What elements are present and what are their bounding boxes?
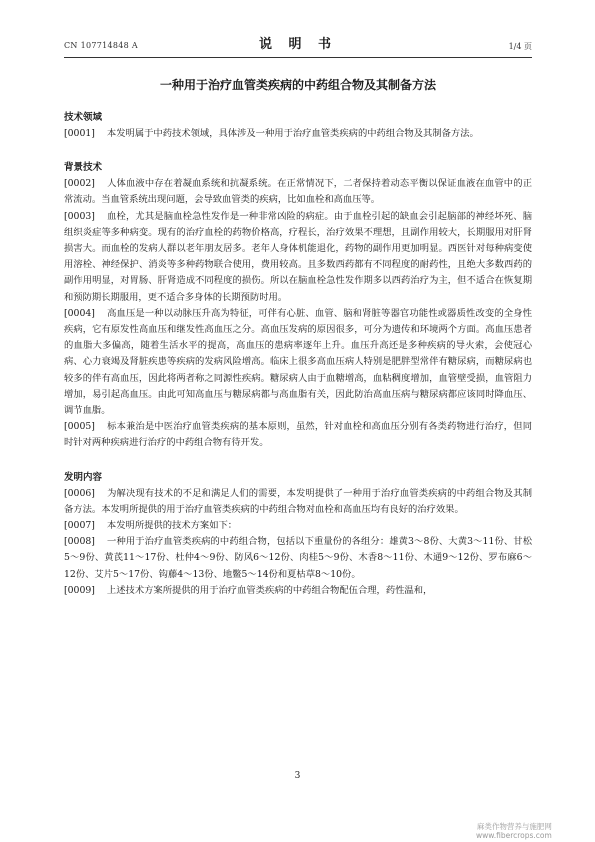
document-type-title: 说 明 书 (258, 37, 338, 52)
paragraph-text: 高血压是一种以动脉压升高为特征，可伴有心脏、血管、脑和肾脏等器官功能性或器质性改变的全身性疾病，它有原发性高血压和继发性高血压之分。高血压发病的原因很多，可分为遗传和环境两个方面。高血压患者的血脂大多偏高，随着生活水平的提高，高血压的患病率逐年上升。血压升高还是多种疾病的导火索，会使冠心病、心力衰竭及肾脏疾患等疾病的发病风险增高。临床上很多高血压病人特别是肥胖型常伴有糖尿病，而糖尿病也较多的伴有高血压，因此将两者称之同源性疾病。糖尿病人由于血糖增高，血粘稠度增加，血管壁受损，血管阻力增加，易引起高血压。由此可知高血压与糖尿病都与高血脂有关，因此防治高血压病与糖尿病都应该同时降血压、调节血脂。 (64, 307, 532, 417)
paragraph (64, 176, 532, 208)
paragraph-text: 本发明属于中药技术领域，具体涉及一种用于治疗血管类疾病的中药组合物及其制备方法。 (106, 128, 479, 139)
paragraph (64, 419, 532, 451)
header-divider (64, 57, 532, 58)
paragraph-number: [0003] (64, 210, 95, 222)
paragraph-number: [0006] (64, 487, 95, 499)
paragraph-text: 血栓，尤其是脑血栓急性发作是一种非常凶险的病症。由于血栓引起的缺血会引起脑部的神经坏死、脑组织炎症等多种病变。现有的治疗血栓的药物价格高，疗程长，治疗效果不理想，且副作用较大，长期服用对肝肾损害大。而血栓的发病人群以老年朋友居多。老年人身体机能退化，药物的副作用更加明显。西医针对每种病变使用溶栓、神经保护、消炎等多种药物联合使用，费用较高。且多数西药都有不同程度的耐药性，且绝大多数西药的副作用明显，对胃肠、肝肾造成不同程度的损伤。所以在脑血栓急性发作期多以西药治疗为主，但不适合在恢复期和预防期长期服用，更不适合多身体的长期预防时用。 (64, 210, 532, 303)
page-header (64, 33, 532, 55)
paragraph (64, 306, 532, 419)
watermark (476, 822, 552, 840)
paragraph-text: 本发明所提供的技术方案如下： (106, 520, 238, 532)
section-heading: 背景技术 (64, 162, 103, 174)
section-heading: 发明内容 (64, 471, 103, 483)
paragraph-number: [0009] (64, 584, 95, 596)
document-body (64, 110, 532, 599)
paragraph-number: [0007] (64, 520, 95, 532)
paragraph (64, 583, 532, 599)
publication-number: CN 107714848 A (64, 41, 138, 50)
paragraph-text: 上述技术方案所提供的用于治疗血管类疾病的中药组合物配伍合理，药性温和， (106, 584, 433, 596)
paragraph-number: [0001] (64, 128, 95, 139)
paragraph-number: [0004] (64, 307, 95, 319)
section-gap (64, 142, 532, 160)
watermark-url: www.fibercrops.com (476, 831, 552, 840)
page-of-indicator: 1/4 页 (508, 42, 532, 51)
paragraph (64, 209, 532, 306)
patent-title: 一种用于治疗血管类疾病的中药组合物及其制备方法 (159, 78, 436, 92)
section (64, 470, 532, 599)
paragraph-text: 为解决现有技术的不足和满足人们的需要，本发明提供了一种用于治疗血管类疾病的中药组合物及其制备方法。本发明所提供的用于治疗血管类疾病的中药组合物对血栓和高血压均有良好的治疗效果。 (64, 487, 532, 515)
paragraph-text: 人体血液中存在着凝血系统和抗凝系统。在正常情况下，二者保持着动态平衡以保证血液在血管中的正常流动。当血管系统出现问题，会导致血管类的疾病，比如血栓和高血压等。 (64, 178, 532, 206)
section-gap (64, 452, 532, 470)
watermark-site-name: 麻类作物营养与施肥网 (476, 822, 552, 831)
paragraph (64, 126, 532, 142)
paragraph-number: [0008] (64, 536, 95, 548)
section (64, 110, 532, 142)
paragraph-number: [0005] (64, 421, 95, 433)
section-heading: 技术领域 (64, 112, 103, 123)
page-number: 3 (294, 771, 301, 781)
paragraph-number: [0002] (64, 178, 95, 190)
paragraph-text: 标本兼治是中医治疗血管类疾病的基本原则，虽然，针对血栓和高血压分别有各类药物进行治疗，但同时针对两种疾病进行治疗的中药组合物有待开发。 (64, 421, 532, 449)
paragraph (64, 518, 532, 534)
paragraph (64, 486, 532, 518)
paragraph-text: 一种用于治疗血管类疾病的中药组合物，包括以下重量份的各组分：雄黄3～8份、大黄3～11份、甘松5～9份、黄芪11～17份、杜仲4～9份、防风6～12份、肉桂5～9份、木香8～11份、木通9～12份、罗布麻6～12份、艾片5～17份、钩藤4～13份、地鳖5～14份和夏枯草8～10份。 (64, 536, 532, 580)
section (64, 160, 532, 451)
paragraph (64, 534, 532, 583)
